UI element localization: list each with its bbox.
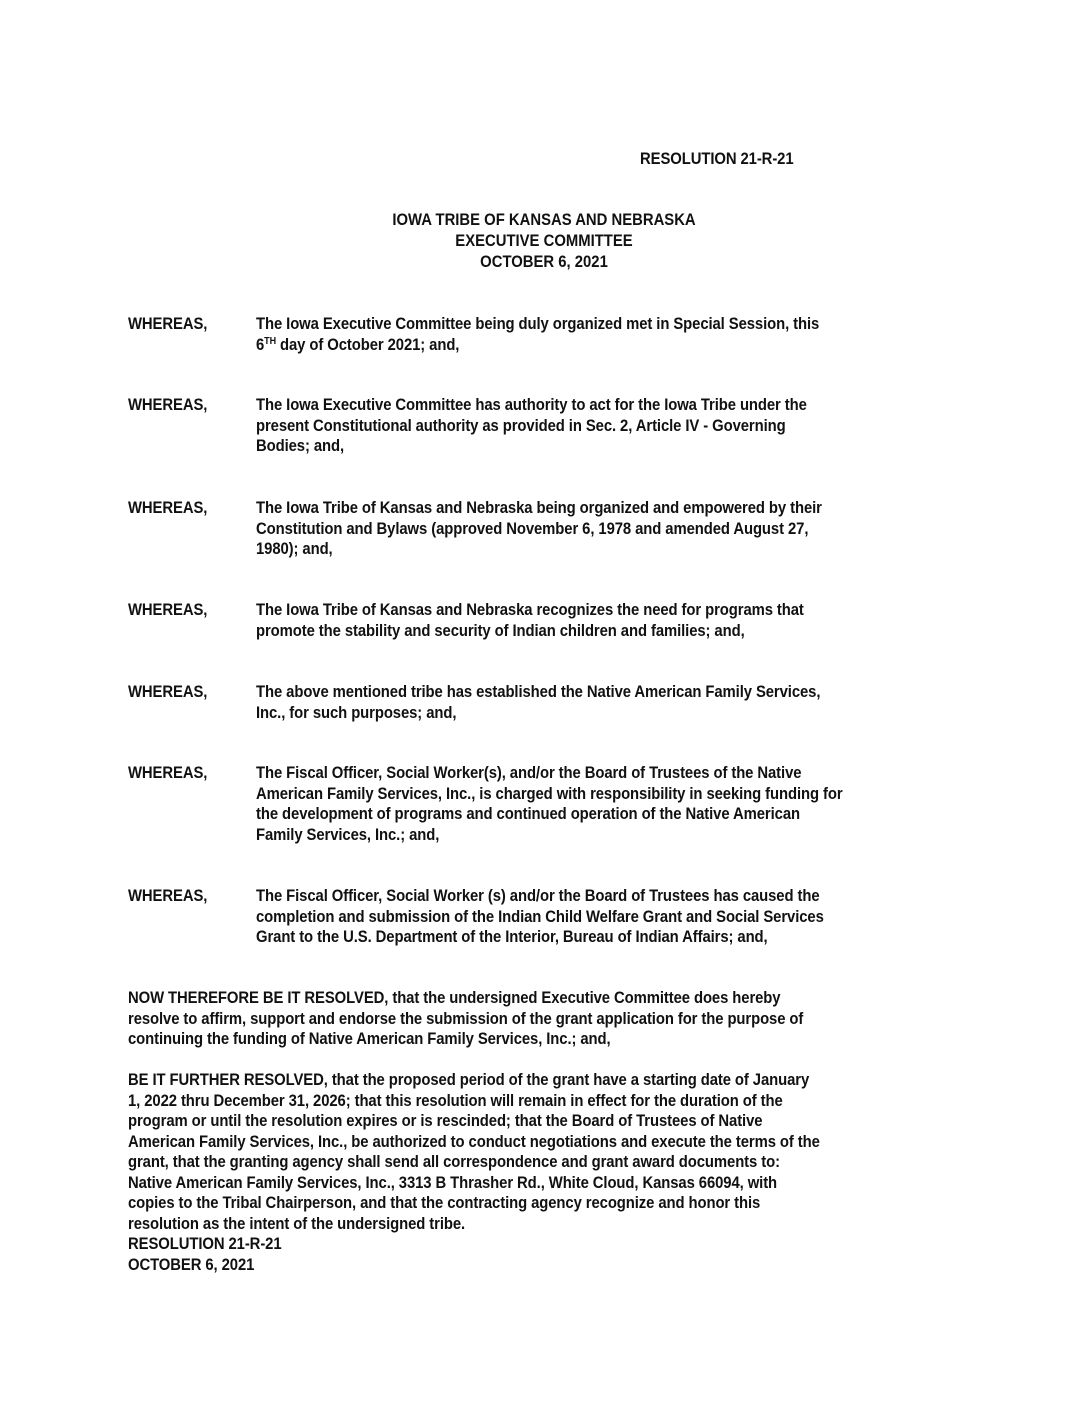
whereas-label: WHEREAS, (128, 887, 208, 905)
title-line-date: OCTOBER 6, 2021 (480, 253, 608, 271)
paragraph-line: program or until the resolution expires or is rescinded; that the Board of Trustees of Native (128, 1112, 763, 1130)
paragraph-line: resolve to affirm, support and endorse the submission of the grant application for the purpose of (128, 1010, 804, 1028)
paragraph-line: Native American Family Services, Inc., 3313 B Thrasher Rd., White Cloud, Kansas 66094, with (128, 1174, 778, 1192)
clause-line: The Fiscal Officer, Social Worker(s), and/or the Board of Trustees of the Native (256, 764, 802, 782)
paragraph-line: American Family Services, Inc., be authorized to conduct negotiations and execute the terms of the (128, 1133, 820, 1151)
clause-line: The Fiscal Officer, Social Worker (s) and/or the Board of Trustees has caused the (256, 887, 820, 905)
paragraph-line: 1, 2022 thru December 31, 2026; that this resolution will remain in effect for the duration of the (128, 1092, 783, 1110)
clause-line: The Iowa Tribe of Kansas and Nebraska recognizes the need for programs that (256, 601, 804, 619)
clause-line: 1980); and, (256, 540, 333, 558)
footer-resolution-number: RESOLUTION 21-R-21 (128, 1235, 282, 1253)
clause-line: The Iowa Executive Committee being duly organized met in Special Session, this (256, 315, 820, 333)
clause-line: Grant to the U.S. Department of the Interior, Bureau of Indian Affairs; and, (256, 928, 768, 946)
whereas-label: WHEREAS, (128, 315, 208, 333)
clause-line: The Iowa Tribe of Kansas and Nebraska being organized and empowered by their (256, 499, 822, 517)
clause-line: Inc., for such purposes; and, (256, 704, 457, 722)
clause-line: Constitution and Bylaws (approved November 6, 1978 and amended August 27, (256, 520, 809, 538)
clause-line (256, 335, 459, 356)
whereas-label: WHEREAS, (128, 764, 208, 782)
whereas-label: WHEREAS, (128, 601, 208, 619)
resolution-number: RESOLUTION 21-R-21 (640, 150, 794, 168)
paragraph-line: BE IT FURTHER RESOLVED, that the proposed period of the grant have a starting date of January (128, 1071, 810, 1089)
title-line-organization: IOWA TRIBE OF KANSAS AND NEBRASKA (392, 211, 696, 229)
whereas-label: WHEREAS, (128, 683, 208, 701)
clause-line: the development of programs and continued operation of the Native American (256, 805, 800, 823)
title-line-committee: EXECUTIVE COMMITTEE (455, 232, 633, 250)
paragraph-line: grant, that the granting agency shall send all correspondence and grant award documents to: (128, 1153, 780, 1171)
paragraph-line: NOW THEREFORE BE IT RESOLVED, that the undersigned Executive Committee does hereby (128, 989, 781, 1007)
ordinal-suffix: TH (264, 336, 276, 347)
footer-date: OCTOBER 6, 2021 (128, 1256, 255, 1274)
paragraph-line: resolution as the intent of the undersigned tribe. (128, 1215, 466, 1233)
whereas-label: WHEREAS, (128, 499, 208, 517)
clause-line: completion and submission of the Indian Child Welfare Grant and Social Services (256, 908, 824, 926)
clause-line: present Constitutional authority as provided in Sec. 2, Article IV - Governing (256, 417, 786, 435)
clause-line: Family Services, Inc.; and, (256, 826, 440, 844)
whereas-label: WHEREAS, (128, 396, 208, 414)
clause-line: promote the stability and security of Indian children and families; and, (256, 622, 745, 640)
clause-line: The above mentioned tribe has established the Native American Family Services, (256, 683, 821, 701)
ordinal-number: 6 (256, 336, 265, 354)
paragraph-line: continuing the funding of Native American Family Services, Inc.; and, (128, 1030, 611, 1048)
clause-line: The Iowa Executive Committee has authority to act for the Iowa Tribe under the (256, 396, 807, 414)
clause-line-text: day of October 2021; and, (280, 336, 460, 354)
clause-line: Bodies; and, (256, 437, 345, 455)
clause-line: American Family Services, Inc., is charged with responsibility in seeking funding for (256, 785, 843, 803)
paragraph-line: copies to the Tribal Chairperson, and that the contracting agency recognize and honor this (128, 1194, 761, 1212)
